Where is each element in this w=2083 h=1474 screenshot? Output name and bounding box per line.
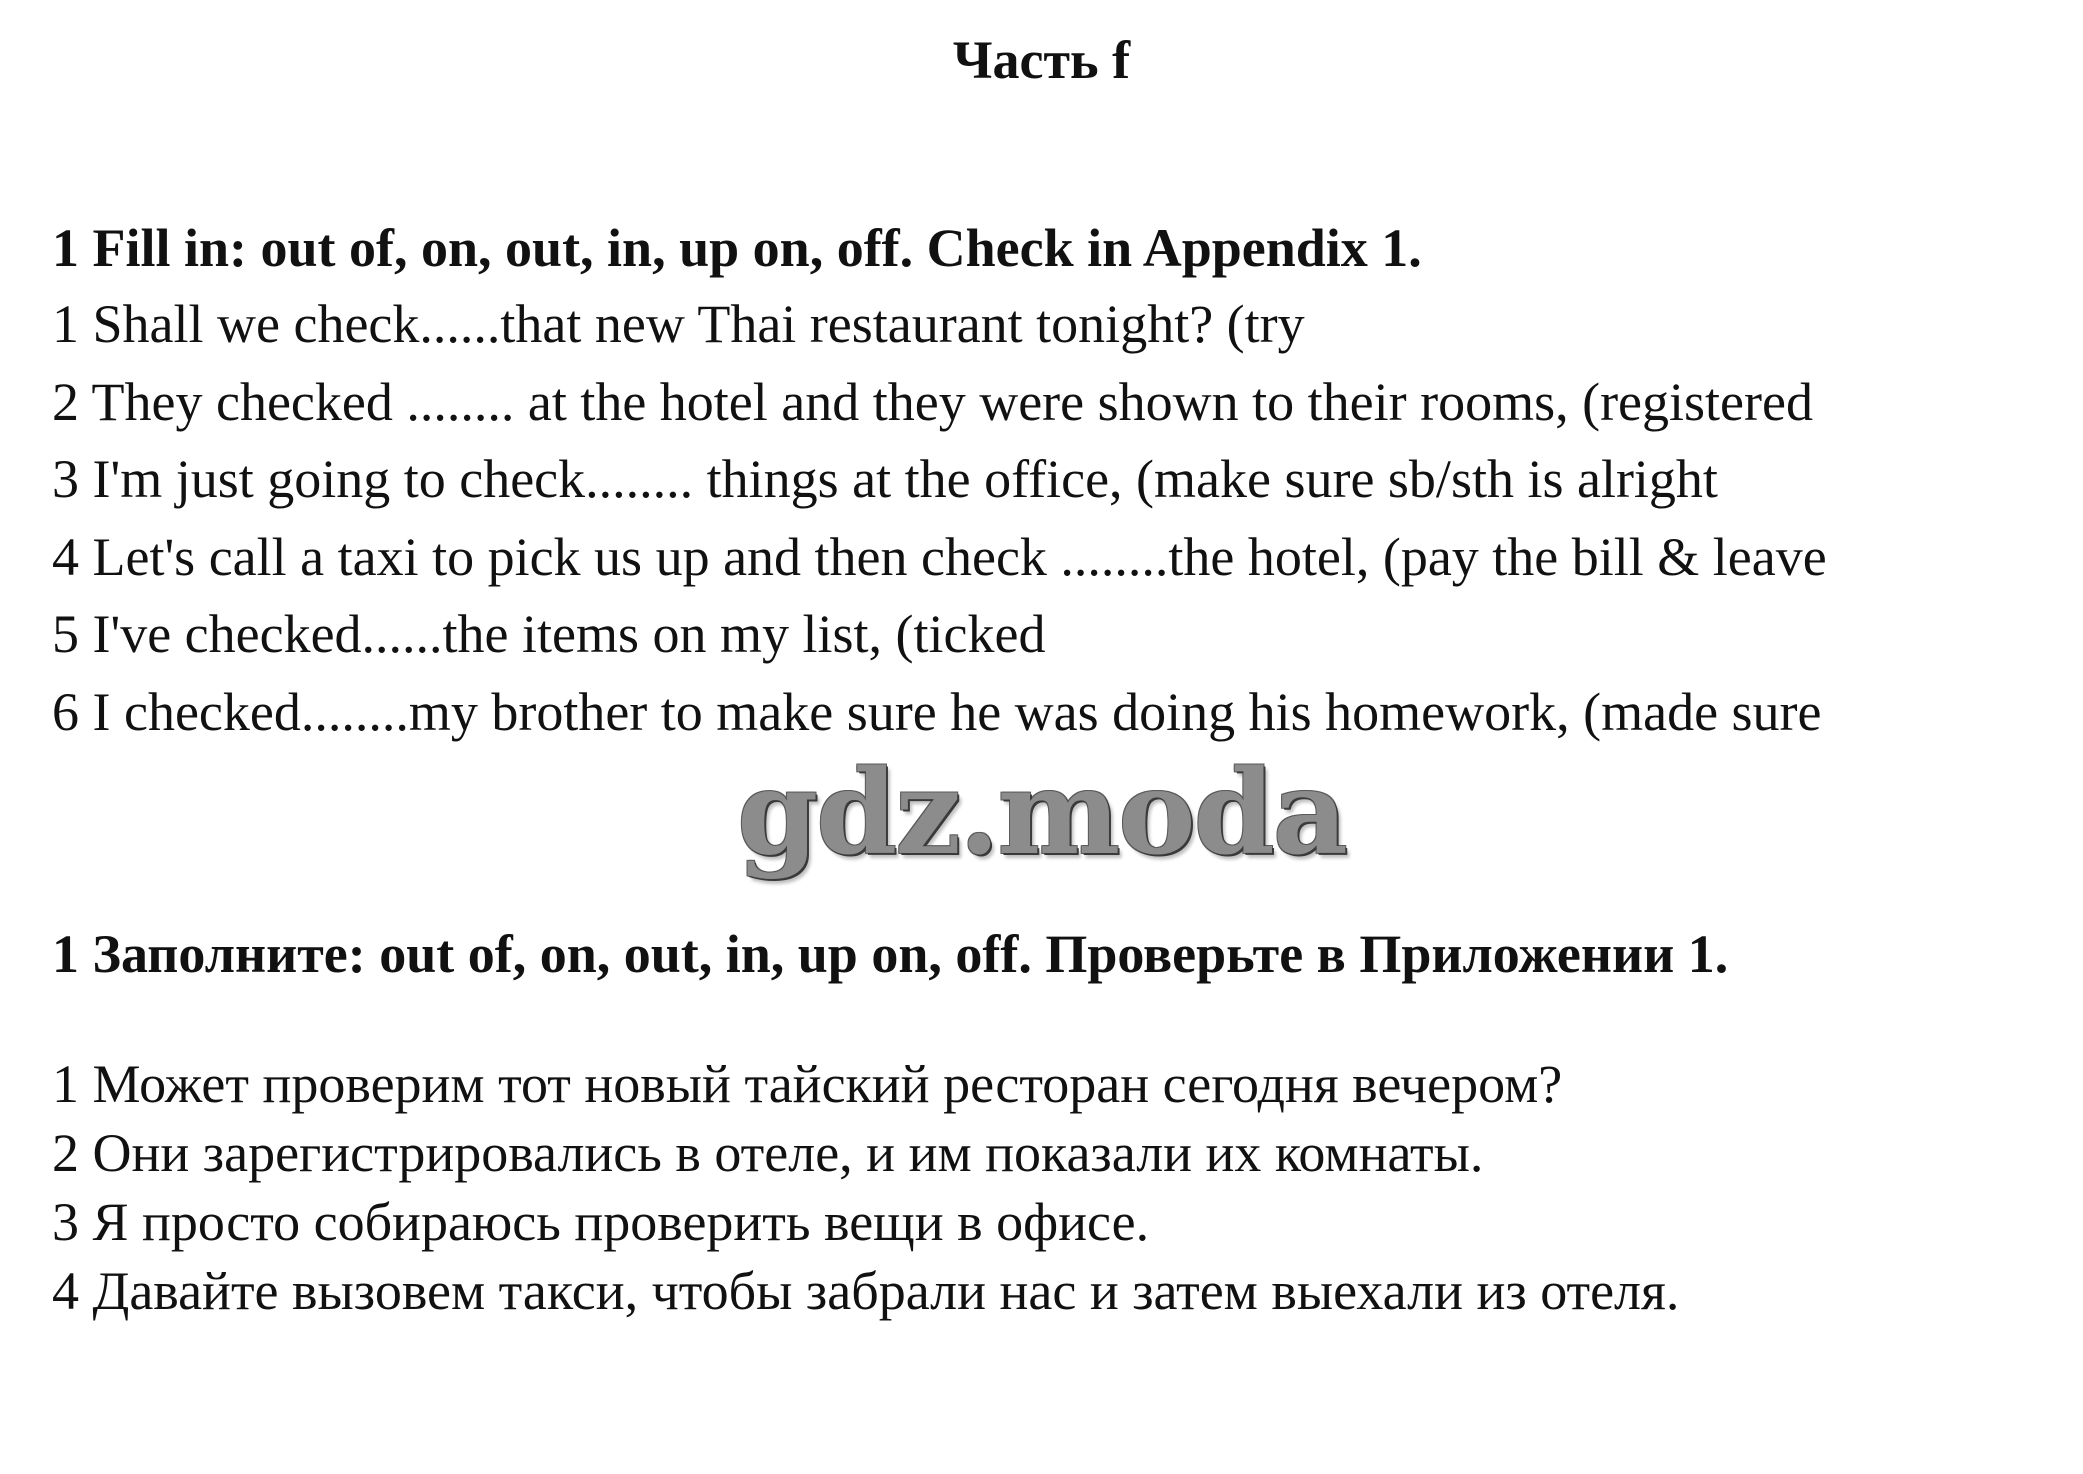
russian-translation <box>52 1050 2052 1326</box>
russian-item-1: 1 Может проверим тот новый тайский ресторан сегодня вечером? <box>52 1054 1563 1114</box>
english-exercise <box>52 218 2052 751</box>
english-item-3: 3 I'm just going to check........ things at the office, (make sure sb/sth is alright <box>52 449 1718 509</box>
russian-exercise-heading: 1 Заполните: out of, on, out, in, up on, off. Проверьте в Приложении 1. <box>52 924 1729 984</box>
page-title: Часть f <box>952 30 1131 90</box>
english-item-4: 4 Let's call a taxi to pick us up and then check ........the hotel, (pay the bill & leave <box>52 526 1827 587</box>
english-item-2: 2 They checked ........ at the hotel and they were shown to their rooms, (registered <box>52 371 1813 432</box>
watermark-logo: gdz.moda <box>737 745 1346 881</box>
english-item-5: 5 I've checked......the items on my list, (ticked <box>52 604 1046 664</box>
english-exercise-heading: 1 Fill in: out of, on, out, in, up on, off. Check in Appendix 1. <box>52 218 1422 278</box>
english-item-1: 1 Shall we check......that new Thai restaurant tonight? (try <box>52 294 1305 354</box>
russian-item-3: 3 Я просто собираюсь проверить вещи в офисе. <box>52 1192 1150 1252</box>
russian-item-2: 2 Они зарегистрировались в отеле, и им показали их комнаты. <box>52 1123 1484 1183</box>
english-item-6: 6 I checked........my brother to make sure he was doing his homework, (made sure <box>52 681 1822 742</box>
russian-exercise-heading-block <box>52 924 2052 984</box>
russian-item-4: 4 Давайте вызовем такси, чтобы забрали нас и затем выехали из отеля. <box>52 1261 1680 1321</box>
